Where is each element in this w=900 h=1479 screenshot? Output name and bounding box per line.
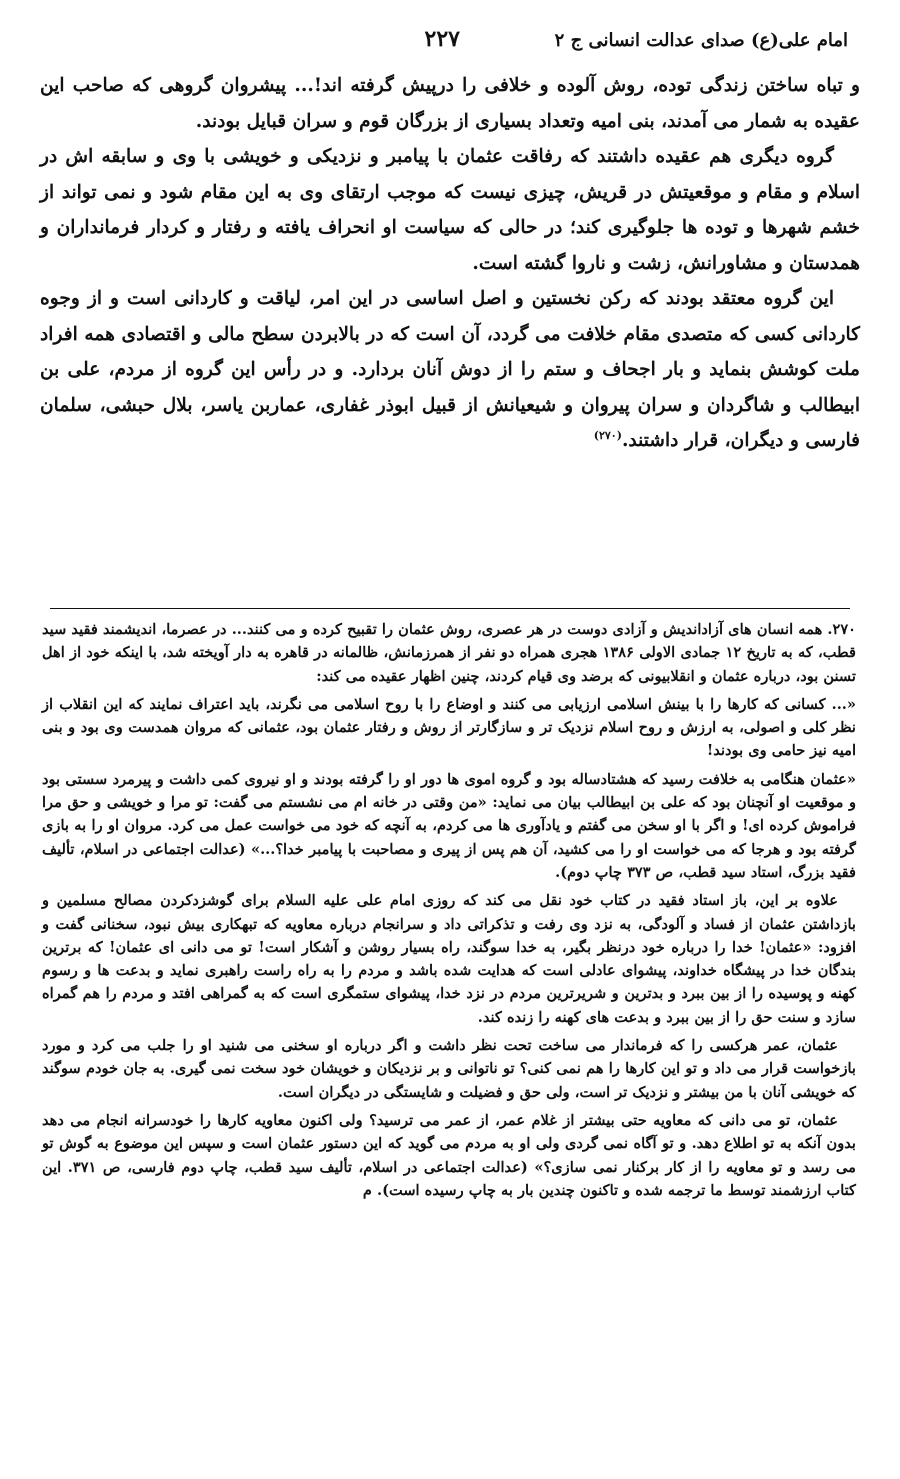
footnotes: [42, 618, 856, 1207]
footnote-reference[interactable]: (۲۷۰): [593, 428, 622, 442]
page-number: ۲۲۷: [424, 26, 460, 52]
page-header: [40, 24, 860, 68]
footnote-divider: [50, 608, 850, 609]
footnote-quote-2: «عثمان هنگامی به خلافت رسید که هشتادساله بود و گروه اموی ها دور او را گرفته بودند و او نیروی کمی داشت و پیرمرد سستی بود و موقعیت او آنچنان بود که علی بن ابیطالب بیان می نماید: «من وقتی در خانه ام می نشستم می گفت: تو مرا و خویشی و حق مرا فراموش کرده ای! و اگر با او سخن می گفتم و یادآوری ها می کردم، به آنچه که خود می خواست عمل می کرد. مروان او را به بازی گرفته بود و هرجا که می خواست او را می کشید، آن هم پس از پیری و مصاحبت با پیامبر خدا؟...» (عدالت اجتماعی در اسلام، تألیف فقید بزرگ، استاد سید قطب، ص ۳۷۳ چاپ دوم).: [42, 770, 856, 881]
footnote-paragraph-5: عثمان، عمر هرکسی را که فرماندار می ساخت تحت نظر داشت و اگر درباره او سخنی می شنید او را جلب می کرد و مورد بازخواست قرار می داد و تو این کارها را هم نمی کنی؟ تو ناتوانی و بر نزدیکان و خویشان خود سخت نمی گیری. به جان خودم سوگند که خویشی آنان با من بیشتر و نزدیک تر است، ولی حق و فضیلت و شایستگی در دیگران است.: [42, 1037, 856, 1101]
main-text: [40, 68, 860, 459]
paragraph-1: و تباه ساختن زندگی توده، روش آلوده و خلافی را درپیش گرفته اند!... پیشروان گروهی که صاحب این عقیده به شمار می آمدند، بنی امیه وتعداد بسیاری از بزرگان قوم و سران قبایل بودند.: [40, 75, 860, 132]
footnote-paragraph-4: علاوه بر این، باز استاد فقید در کتاب خود نقل می کند که روزی امام علی علیه السلام برای گوشزدکردن مصالح مسلمین و بازداشتن عثمان از فساد و آلودگی، به نزد وی رفت و تذکراتی داد و سرانجام درباره معاویه که تبهکاری بیش نبود، سخنانی گفت و افزود: «عثمان! خدا را درباره خود درنظر بگیر، به خدا سوگند، راه بسیار روشن و آشکار است! تو می دانی ای عثمان! که برترین بندگان خدا در پیشگاه خداوند، پیشوای عادلی است که هدایت شده باشد و مردم را به راه راست راهبری نماید و بدعت ها و رسوم کهنه و پوسیده را از بین ببرد و بدترین و شریرترین مردم در نزد خدا، پیشوای ستمگری است که به گمراهی افتد و مردم را هم گمراه سازد و سنت حق را از بین ببرد و بدعت های کهنه را زنده کند.: [42, 892, 856, 1026]
paragraph-2: گروه دیگری هم عقیده داشتند که رفاقت عثمان با پیامبر و نزدیکی و خویشی با وی و سابقه اش در اسلام و مقام و موقعیتش در قریش، چیزی نیست که موجب ارتقای وی به این مقام شود و نمی تواند از خشم شهرها و توده ها جلوگیری کند؛ در حالی که سیاست او انحراف یافته و رفتار و کردار فرمانداران و همدستان و مشاورانش، زشت و ناروا گشته است.: [40, 146, 860, 274]
running-title: امام علی(ع) صدای عدالت انسانی ج ۲: [554, 30, 848, 51]
footnote-paragraph-6: عثمان، تو می دانی که معاویه حتی بیشتر از غلام عمر، از عمر می ترسید؟ ولی اکنون معاویه کارها را خودسرانه انجام می دهد بدون آنکه به تو اطلاع دهد. و تو آگاه نمی گردی ولی او به مردم می گوید که این دستور عثمان است و سپس این موضوع به گوش تو می رسد و تو معاویه را از کار برکنار نمی سازی؟» (عدالت اجتماعی در اسلام، تألیف سید قطب، چاپ دوم فارسی، ص ۳۷۱. این کتاب ارزشمند توسط ما ترجمه شده و تاکنون چندین بار به چاپ رسیده است). م: [42, 1111, 856, 1199]
paragraph-3: [40, 281, 860, 459]
footnote-270: ۲۷۰. همه انسان های آزاداندیش و آزادی دوست در هر عصری، روش عثمان را تقبیح کرده و می کنند... در عصرما، اندیشمند فقید سید قطب، که به تاریخ ۱۲ جمادی الاولی ۱۳۸۶ هجری همراه دو نفر از همرزمانش، ظالمانه در قاهره به دار آویخته شد، با اینکه خود از اهل تسنن بود، درباره عثمان و انقلابیونی که برضد وی قیام کردند، چنین اظهار عقیده می کند:: [42, 621, 856, 685]
footnote-quote-1: «... کسانی که کارها را با بینش اسلامی ارزیابی می کنند و اوضاع را با روح اسلامی می نگرند، باید اعتراف نمایند که این انقلاب از نظر کلی و اصولی، به ارزش و روح اسلام نزدیک تر و سازگارتر از روش و رفتار عثمان بود، عثمانی که مروان همدست وی بود و بنی امیه نیز حامی وی بودند!: [42, 695, 856, 760]
paragraph-3-text: این گروه معتقد بودند که رکن نخستین و اصل اساسی در این امر، لیاقت و کاردانی است و از وجوه کاردانی کسی که متصدی مقام خلافت می گردد، آن است که در بالابردن سطح مالی و اقتصادی همه افراد ملت کوشش بنماید و بار اجحاف و ستم را از دوش آنان بردارد. و در رأس این گروه از مردم، علی بن ابیطالب و شاگردان و سران پیروان و شیعیانش از قبیل ابوذر غفاری، عماربن یاسر، بلال حبشی، سلمان فارسی و دیگران، قرار داشتند.: [40, 288, 860, 451]
